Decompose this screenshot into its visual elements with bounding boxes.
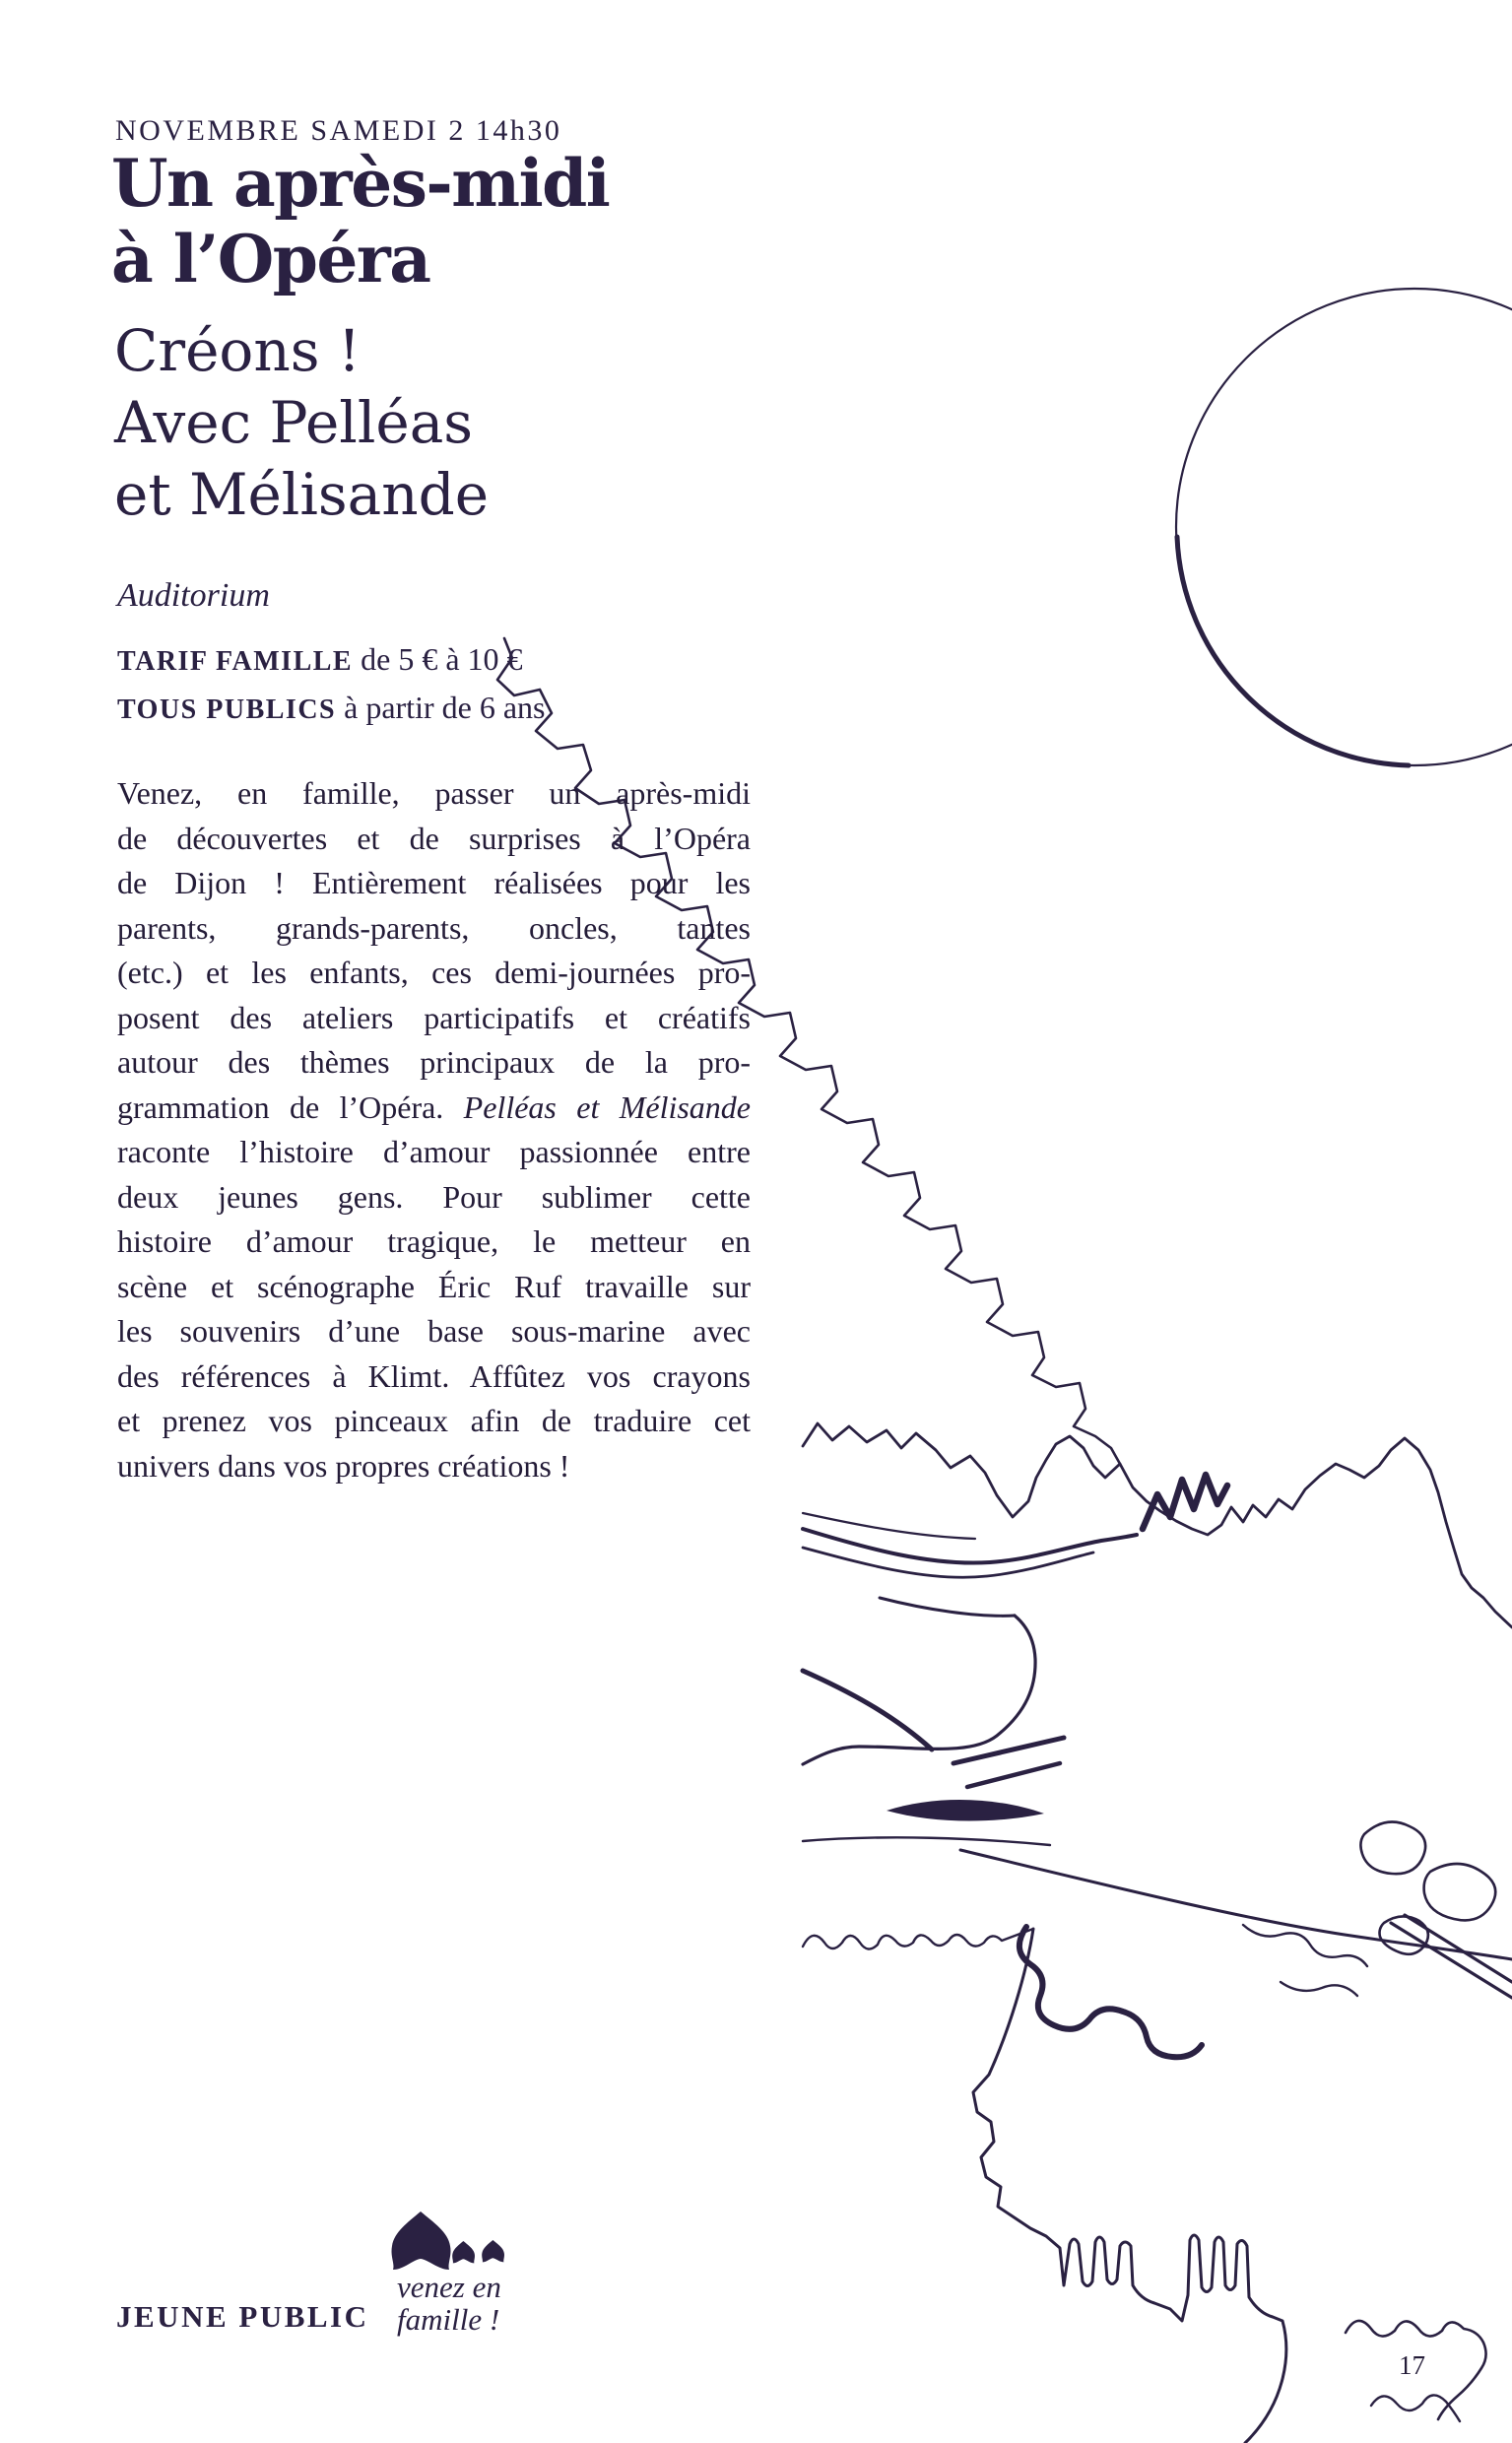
- family-note-line1: venez en: [397, 2270, 501, 2304]
- family-icon: [390, 2210, 518, 2275]
- event-subtitle-line2: Avec Pelléas: [114, 389, 474, 456]
- body-text-line: histoire d’amour tragique, le metteur en: [117, 1223, 751, 1259]
- body-text-line: autour des thèmes principaux de la pro-: [117, 1044, 751, 1080]
- event-subtitle-line1: Créons !: [114, 317, 362, 384]
- event-subtitle-line3: et Mélisande: [114, 461, 490, 528]
- sun-circle-motif: [1176, 289, 1512, 765]
- family-note: [397, 2271, 501, 2336]
- estuary-coast: [803, 1925, 1367, 2443]
- body-text-line: Venez, en famille, passer un après-midi: [117, 775, 751, 811]
- audience-label: TOUS PUBLICS: [117, 694, 337, 725]
- parasol-icons: [392, 2212, 504, 2270]
- body-text-line: de Dijon ! Entièrement réalisées pour les: [117, 865, 751, 900]
- canal-lines: [1391, 1915, 1512, 1998]
- body-text-line: raconte l’histoire d’amour passionnée entre: [117, 1134, 751, 1169]
- pricing-value: de 5 € à 10 €: [353, 641, 523, 677]
- body-text-line: scène et scénographe Éric Ruf travaille sur: [117, 1268, 751, 1304]
- coastline-drawing: [803, 1423, 1512, 1627]
- date-line: NOVEMBRE SAMEDI 2 14h30: [115, 114, 562, 147]
- body-text-line: (etc.) et les enfants, ces demi-journées pro-: [117, 955, 751, 990]
- body-text-line: les souvenirs d’une base sous-marine avec: [117, 1313, 751, 1349]
- body-text-line: et prenez vos pinceaux afin de traduire cet: [117, 1403, 751, 1438]
- family-note-line2: famille !: [397, 2302, 500, 2337]
- event-title: [111, 146, 609, 297]
- page-number: 17: [1399, 2350, 1425, 2380]
- islands: [1360, 1822, 1495, 1954]
- body-text-line: grammation de l’Opéra. Pelléas et Mélisande: [117, 1089, 751, 1125]
- event-title-line1: Un après-midi: [111, 145, 610, 222]
- body-text-line: posent des ateliers participatifs et créatifs: [117, 999, 751, 1035]
- body-text-line: parents, grands-parents, oncles, tantes: [117, 909, 751, 946]
- river-channels: [803, 1513, 1137, 1764]
- pricing-line: [117, 636, 545, 685]
- venue-label: Auditorium: [117, 577, 270, 614]
- audience-line: [117, 685, 545, 733]
- body-text-line: de découvertes et de surprises à l’Opéra: [117, 820, 751, 856]
- category-label: JEUNE PUBLIC: [116, 2299, 369, 2334]
- body-text-line: des références à Klimt. Affûtez vos crayons: [117, 1357, 751, 1394]
- event-info: [117, 636, 545, 733]
- delta-lines: [803, 1738, 1512, 1959]
- audience-value: à partir de 6 ans: [336, 690, 546, 725]
- body-text-line: univers dans vos propres créations !: [117, 1447, 570, 1484]
- pricing-label: TARIF FAMILLE: [117, 646, 354, 677]
- event-subtitle: [114, 315, 489, 531]
- body-text: [117, 771, 751, 1488]
- body-text-line: deux jeunes gens. Pour sublimer cette: [117, 1178, 751, 1215]
- event-title-line2: à l’Opéra: [111, 221, 430, 297]
